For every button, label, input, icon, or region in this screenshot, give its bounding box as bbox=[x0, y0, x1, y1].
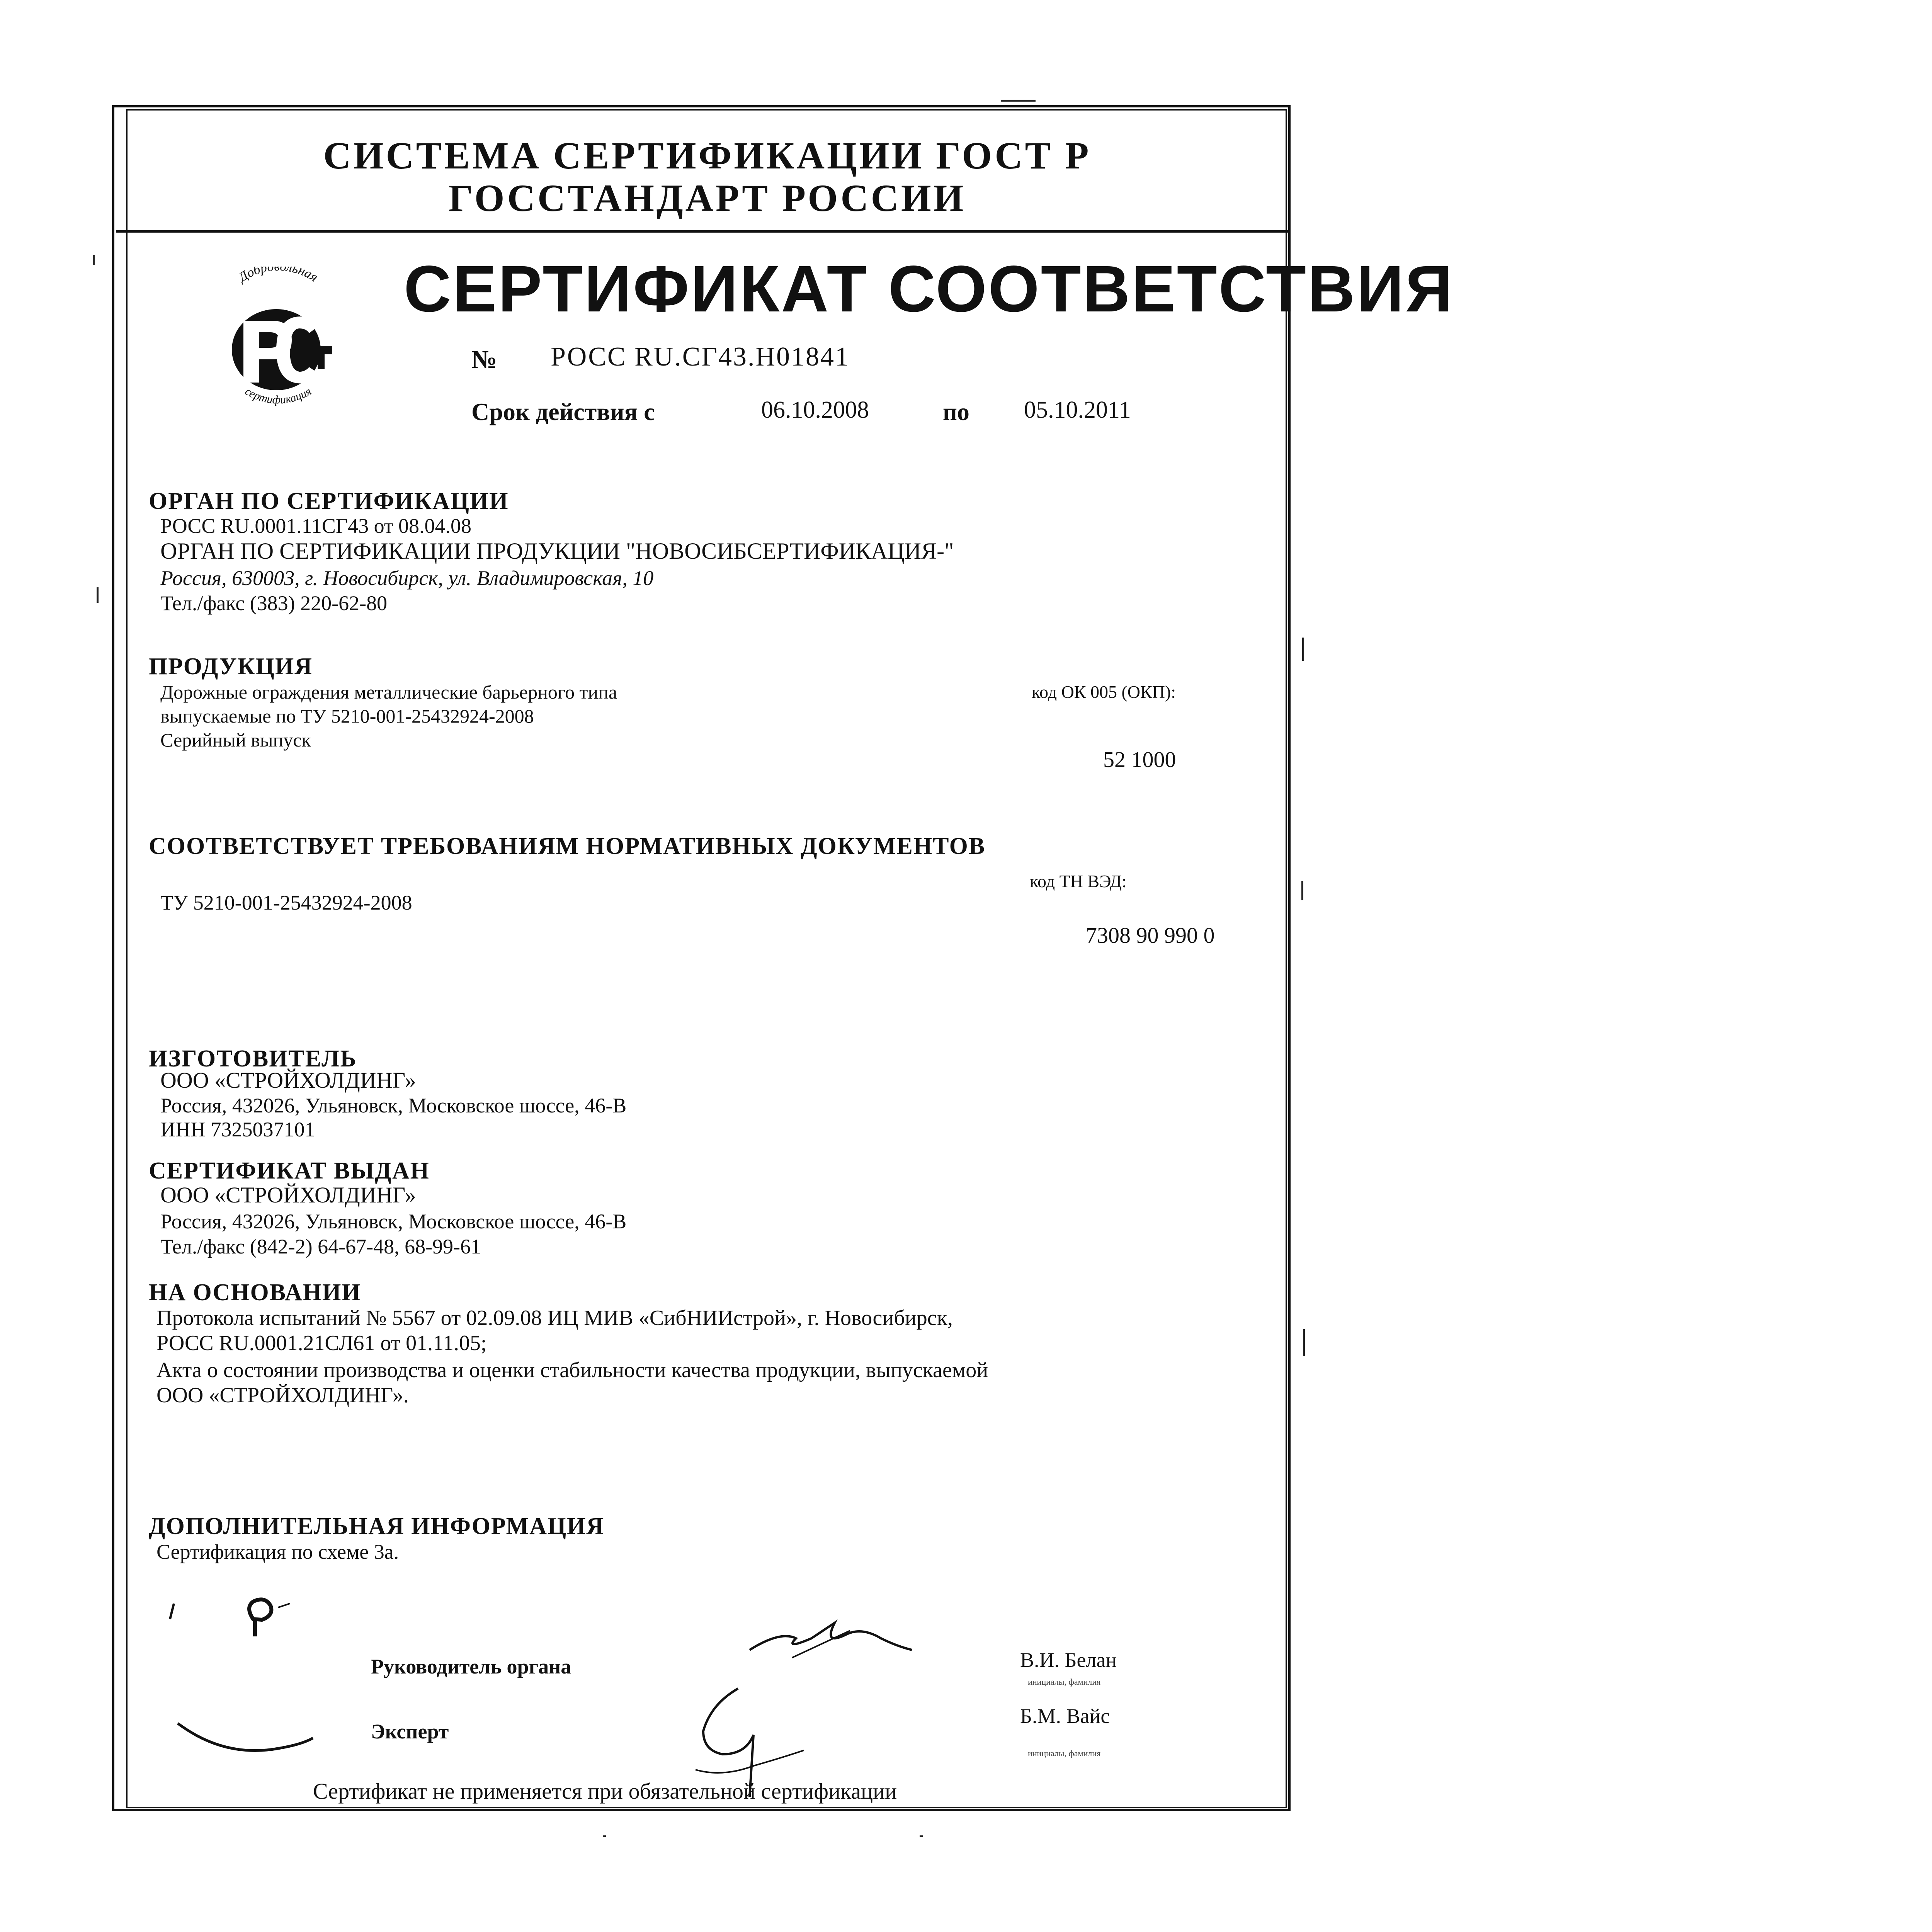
certification-body-name: ОРГАН ПО СЕРТИФИКАЦИИ ПРОДУКЦИИ "НОВОСИБСЕРТИФИКАЦИЯ-" bbox=[160, 538, 954, 564]
basis-company: ООО «СТРОЙХОЛДИНГ». bbox=[156, 1383, 409, 1407]
product-production-type: Серийный выпуск bbox=[160, 729, 311, 751]
official-stamp bbox=[162, 1577, 379, 1754]
number-label: № bbox=[471, 345, 497, 374]
basis-production-act: Акта о состоянии производства и оценки стабильности качества продукции, выпускаемой bbox=[156, 1358, 988, 1382]
expert-label: Эксперт bbox=[371, 1720, 449, 1743]
section-heading-product: ПРОДУКЦИЯ bbox=[149, 653, 313, 680]
certificate-number: РОСС RU.СГ43.Н01841 bbox=[551, 342, 850, 372]
issued-to-phone: Тел./факс (842-2) 64-67-48, 68-99-61 bbox=[160, 1235, 481, 1258]
expert-name-caption: инициалы, фамилия bbox=[1028, 1748, 1101, 1758]
section-heading-basis: НА ОСНОВАНИИ bbox=[149, 1279, 361, 1306]
scan-speck bbox=[920, 1835, 923, 1837]
okp-code: 52 1000 bbox=[1103, 747, 1176, 772]
header-divider bbox=[116, 230, 1291, 233]
tnved-code-label: код ТН ВЭД: bbox=[1030, 871, 1127, 891]
footer-note: Сертификат не применяется при обязательной сертификации bbox=[313, 1779, 897, 1804]
head-of-body-name: В.И. Белан bbox=[1020, 1648, 1117, 1672]
issued-to-address: Россия, 432026, Ульяновск, Московское шоссе, 46-В bbox=[160, 1210, 627, 1233]
valid-to-date: 05.10.2011 bbox=[1024, 397, 1131, 423]
validity-label: Срок действия с bbox=[471, 398, 655, 425]
valid-from-date: 06.10.2008 bbox=[761, 397, 869, 423]
scan-speck bbox=[1303, 1329, 1305, 1356]
certificate-title: СЕРТИФИКАТ СООТВЕТСТВИЯ bbox=[404, 252, 1454, 326]
head-signature bbox=[734, 1615, 951, 1673]
section-heading-certification-body: ОРГАН ПО СЕРТИФИКАЦИИ bbox=[149, 488, 509, 514]
section-heading-manufacturer: ИЗГОТОВИТЕЛЬ bbox=[149, 1046, 357, 1072]
scan-speck bbox=[1302, 638, 1304, 661]
svg-text:Добровольная: Добро льная bbox=[236, 267, 321, 285]
scan-speck bbox=[1001, 100, 1036, 102]
scan-speck bbox=[93, 255, 95, 265]
additional-info-text: Сертификация по схеме 3а. bbox=[156, 1540, 399, 1563]
svg-text:сертификация: сертификация bbox=[243, 384, 314, 406]
basis-accreditation: РОСС RU.0001.21СЛ61 от 01.11.05; bbox=[156, 1331, 487, 1355]
scan-speck bbox=[603, 1835, 606, 1837]
compliance-document: ТУ 5210-001-25432924-2008 bbox=[160, 891, 412, 914]
agency-title: ГОССТАНДАРТ РОССИИ bbox=[448, 177, 966, 219]
section-heading-additional-info: ДОПОЛНИТЕЛЬНАЯ ИНФОРМАЦИЯ bbox=[149, 1513, 605, 1539]
section-heading-compliance: СООТВЕТСТВУЕТ ТРЕБОВАНИЯМ НОРМАТИВНЫХ ДОКУМЕНТОВ bbox=[149, 833, 986, 859]
tnved-code: 7308 90 990 0 bbox=[1086, 923, 1215, 948]
section-heading-issued-to: СЕРТИФИКАТ ВЫДАН bbox=[149, 1158, 430, 1184]
issued-to-name: ООО «СТРОЙХОЛДИНГ» bbox=[160, 1182, 416, 1208]
signature-icon bbox=[734, 1615, 951, 1673]
manufacturer-address: Россия, 432026, Ульяновск, Московское шоссе, 46-В bbox=[160, 1094, 627, 1117]
valid-to-label: по bbox=[943, 398, 969, 425]
head-name-caption: инициалы, фамилия bbox=[1028, 1677, 1101, 1687]
product-spec: выпускаемые по ТУ 5210-001-25432924-2008 bbox=[160, 705, 534, 727]
head-of-body-label: Руководитель органа bbox=[371, 1655, 571, 1678]
basis-test-report: Протокола испытаний № 5567 от 02.09.08 ИЦ МИВ «СибНИИстрой», г. Новосибирск, bbox=[156, 1306, 953, 1330]
okp-code-label: код ОК 005 (ОКП): bbox=[1032, 682, 1176, 702]
certification-body-registration: РОСС RU.0001.11СГ43 от 08.04.08 bbox=[160, 514, 472, 537]
gost-r-emblem bbox=[193, 267, 363, 421]
manufacturer-name: ООО «СТРОЙХОЛДИНГ» bbox=[160, 1068, 416, 1093]
gost-r-logo-icon bbox=[193, 267, 363, 421]
manufacturer-inn: ИНН 7325037101 bbox=[160, 1118, 315, 1141]
scan-speck bbox=[97, 587, 99, 603]
scan-speck bbox=[1301, 881, 1303, 900]
expert-name: Б.М. Вайс bbox=[1020, 1704, 1110, 1728]
certification-body-phone: Тел./факс (383) 220-62-80 bbox=[160, 592, 388, 615]
product-description: Дорожные ограждения металлические барьерного типа bbox=[160, 681, 617, 703]
system-title: СИСТЕМА СЕРТИФИКАЦИИ ГОСТ Р bbox=[323, 134, 1091, 177]
stamp-icon bbox=[162, 1577, 379, 1754]
certification-body-address: Россия, 630003, г. Новосибирск, ул. Владимировская, 10 bbox=[160, 566, 654, 590]
